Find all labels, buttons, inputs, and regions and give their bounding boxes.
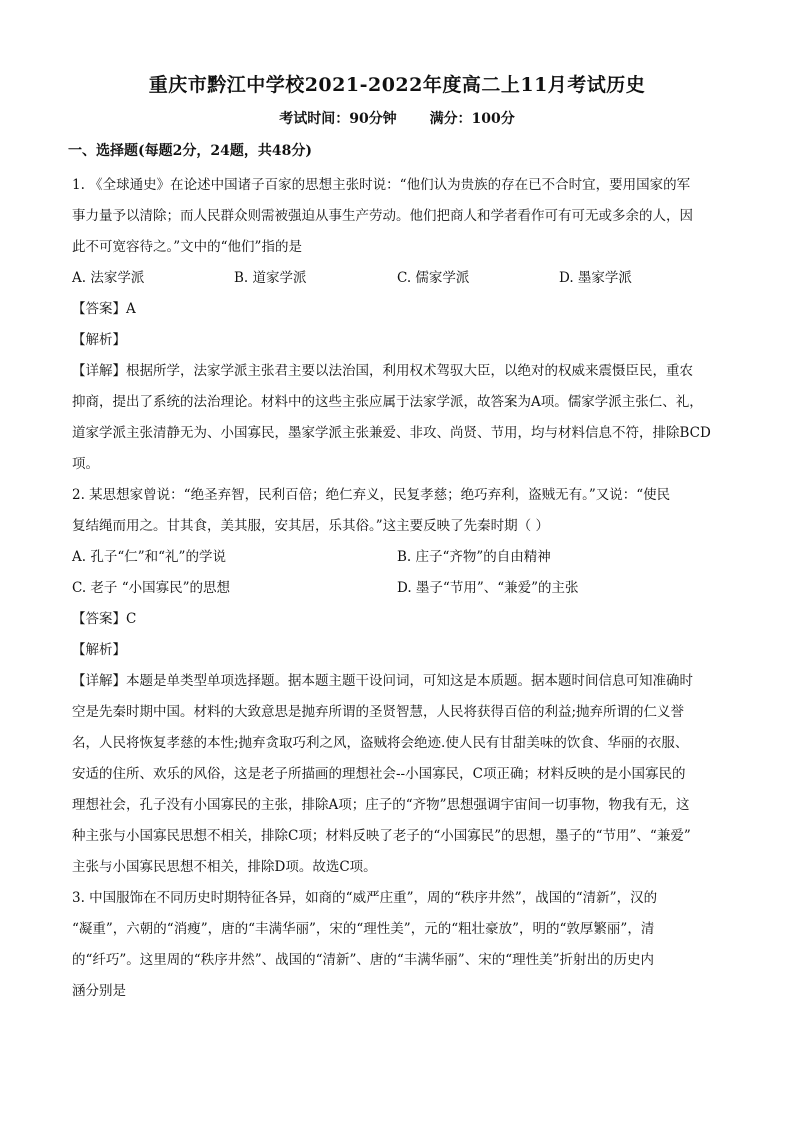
exam-info: [0, 108, 794, 128]
q1-answer: 【答案】A: [72, 301, 136, 317]
q2-detail-line: 空是先秦时期中国。材料的大致意思是抛弃所谓的圣贤智慧，人民将获得百倍的利益;抛弃所谓的仁义誉: [72, 704, 685, 720]
page-title: 重庆市黔江中学校2021-2022年度高二上11月考试历史: [148, 74, 646, 96]
q1-detail-line: 【详解】根据所学，法家学派主张君主要以法治国，利用权术驾驭大臣，以绝对的权威来震慑臣民，重农: [72, 363, 693, 379]
q2-stem-line: 2. 某思想家曾说：“绝圣弃智，民利百倍；绝仁弃义，民复孝慈；绝巧弃利，盗贼无有。”又说：“使民: [72, 487, 671, 503]
full-score: 满分：100分: [429, 111, 515, 127]
q2-option-a: A. 孔子“仁”和“礼”的学说: [72, 549, 226, 565]
q3-stem-line: 3. 中国服饰在不同历史时期特征各异，如商的“威严庄重”，周的“秩序井然”，战国的“清新”，汉的: [72, 890, 658, 906]
q1-option-a: A. 法家学派: [72, 270, 145, 286]
q2-stem-line: 复结绳而用之。甘其食，美其服，安其居，乐其俗。”这主要反映了先秦时期（ ）: [72, 518, 549, 534]
q1-detail-line: 项。: [72, 456, 99, 472]
q1-stem-line: 事力量予以清除；而人民群众则需被强迫从事生产劳动。他们把商人和学者看作可有可无或多余的人，因: [72, 208, 693, 224]
q2-analysis-label: 【解析】: [72, 642, 126, 658]
exam-time: 考试时间：90分钟: [279, 111, 397, 127]
q2-option-b: B. 庄子“齐物”的自由精神: [397, 549, 551, 565]
section-heading: 一、选择题(每题2分，24题，共48分): [68, 143, 312, 159]
q1-detail-line: 道家学派主张清静无为、小国寡民，墨家学派主张兼爱、非攻、尚贤、节用，均与材料信息不符，排除BCD: [72, 425, 711, 441]
q2-detail-line: 名，人民将恢复孝慈的本性;抛弃贪取巧利之风，盗贼将会绝迹.使人民有甘甜美味的饮食、华丽的衣服、: [72, 735, 689, 751]
q2-detail-line: 主张与小国寡民思想不相关，排除D项。故选C项。: [72, 859, 377, 875]
q2-option-d: D. 墨子“节用”、“兼爱”的主张: [397, 580, 579, 596]
q1-analysis-label: 【解析】: [72, 332, 126, 348]
q2-detail-line: 【详解】本题是单类型单项选择题。据本题主题干设问词，可知这是本质题。据本题时间信息可知准确时: [72, 673, 693, 689]
q1-option-b: B. 道家学派: [234, 270, 307, 286]
q1-stem-line: 1. 《全球通史》在论述中国诸子百家的思想主张时说：“他们认为贵族的存在已不合时宜，要用国家的军: [72, 177, 691, 193]
q1-option-d: D. 墨家学派: [559, 270, 632, 286]
q1-detail-line: 抑商，提出了系统的法治理论。材料中的这些主张应属于法家学派，故答案为A项。儒家学派主张仁、礼，: [72, 394, 703, 410]
q3-stem-line: 涵分别是: [72, 983, 126, 999]
q2-option-c: C. 老子 “小国寡民”的思想: [72, 580, 231, 596]
q2-answer: 【答案】C: [72, 611, 137, 627]
q2-detail-line: 种主张与小国寡民思想不相关，排除C项；材料反映了老子的“小国寡民”的思想，墨子的“节用”、“兼爱”: [72, 828, 691, 844]
q1-stem-line: 此不可宽容待之。”文中的“他们”指的是: [72, 239, 302, 255]
q3-stem-line: 的“纤巧”。这里周的“秩序井然”、战国的“清新”、唐的“丰满华丽”、宋的“理性美”折射出的历史内: [72, 952, 655, 968]
q1-option-c: C. 儒家学派: [397, 270, 470, 286]
q2-detail-line: 理想社会，孔子没有小国寡民的主张，排除A项；庄子的“齐物”思想强调宇宙间一切事物，物我有无，这: [72, 797, 690, 813]
q3-stem-line: “凝重”，六朝的“消瘦”，唐的“丰满华丽”，宋的“理性美”，元的“粗壮豪放”，明的“敦厚繁丽”，清: [72, 921, 655, 937]
q2-detail-line: 安适的住所、欢乐的风俗，这是老子所描画的理想社会--小国寡民，C项正确；材料反映的是小国寡民的: [72, 766, 686, 782]
